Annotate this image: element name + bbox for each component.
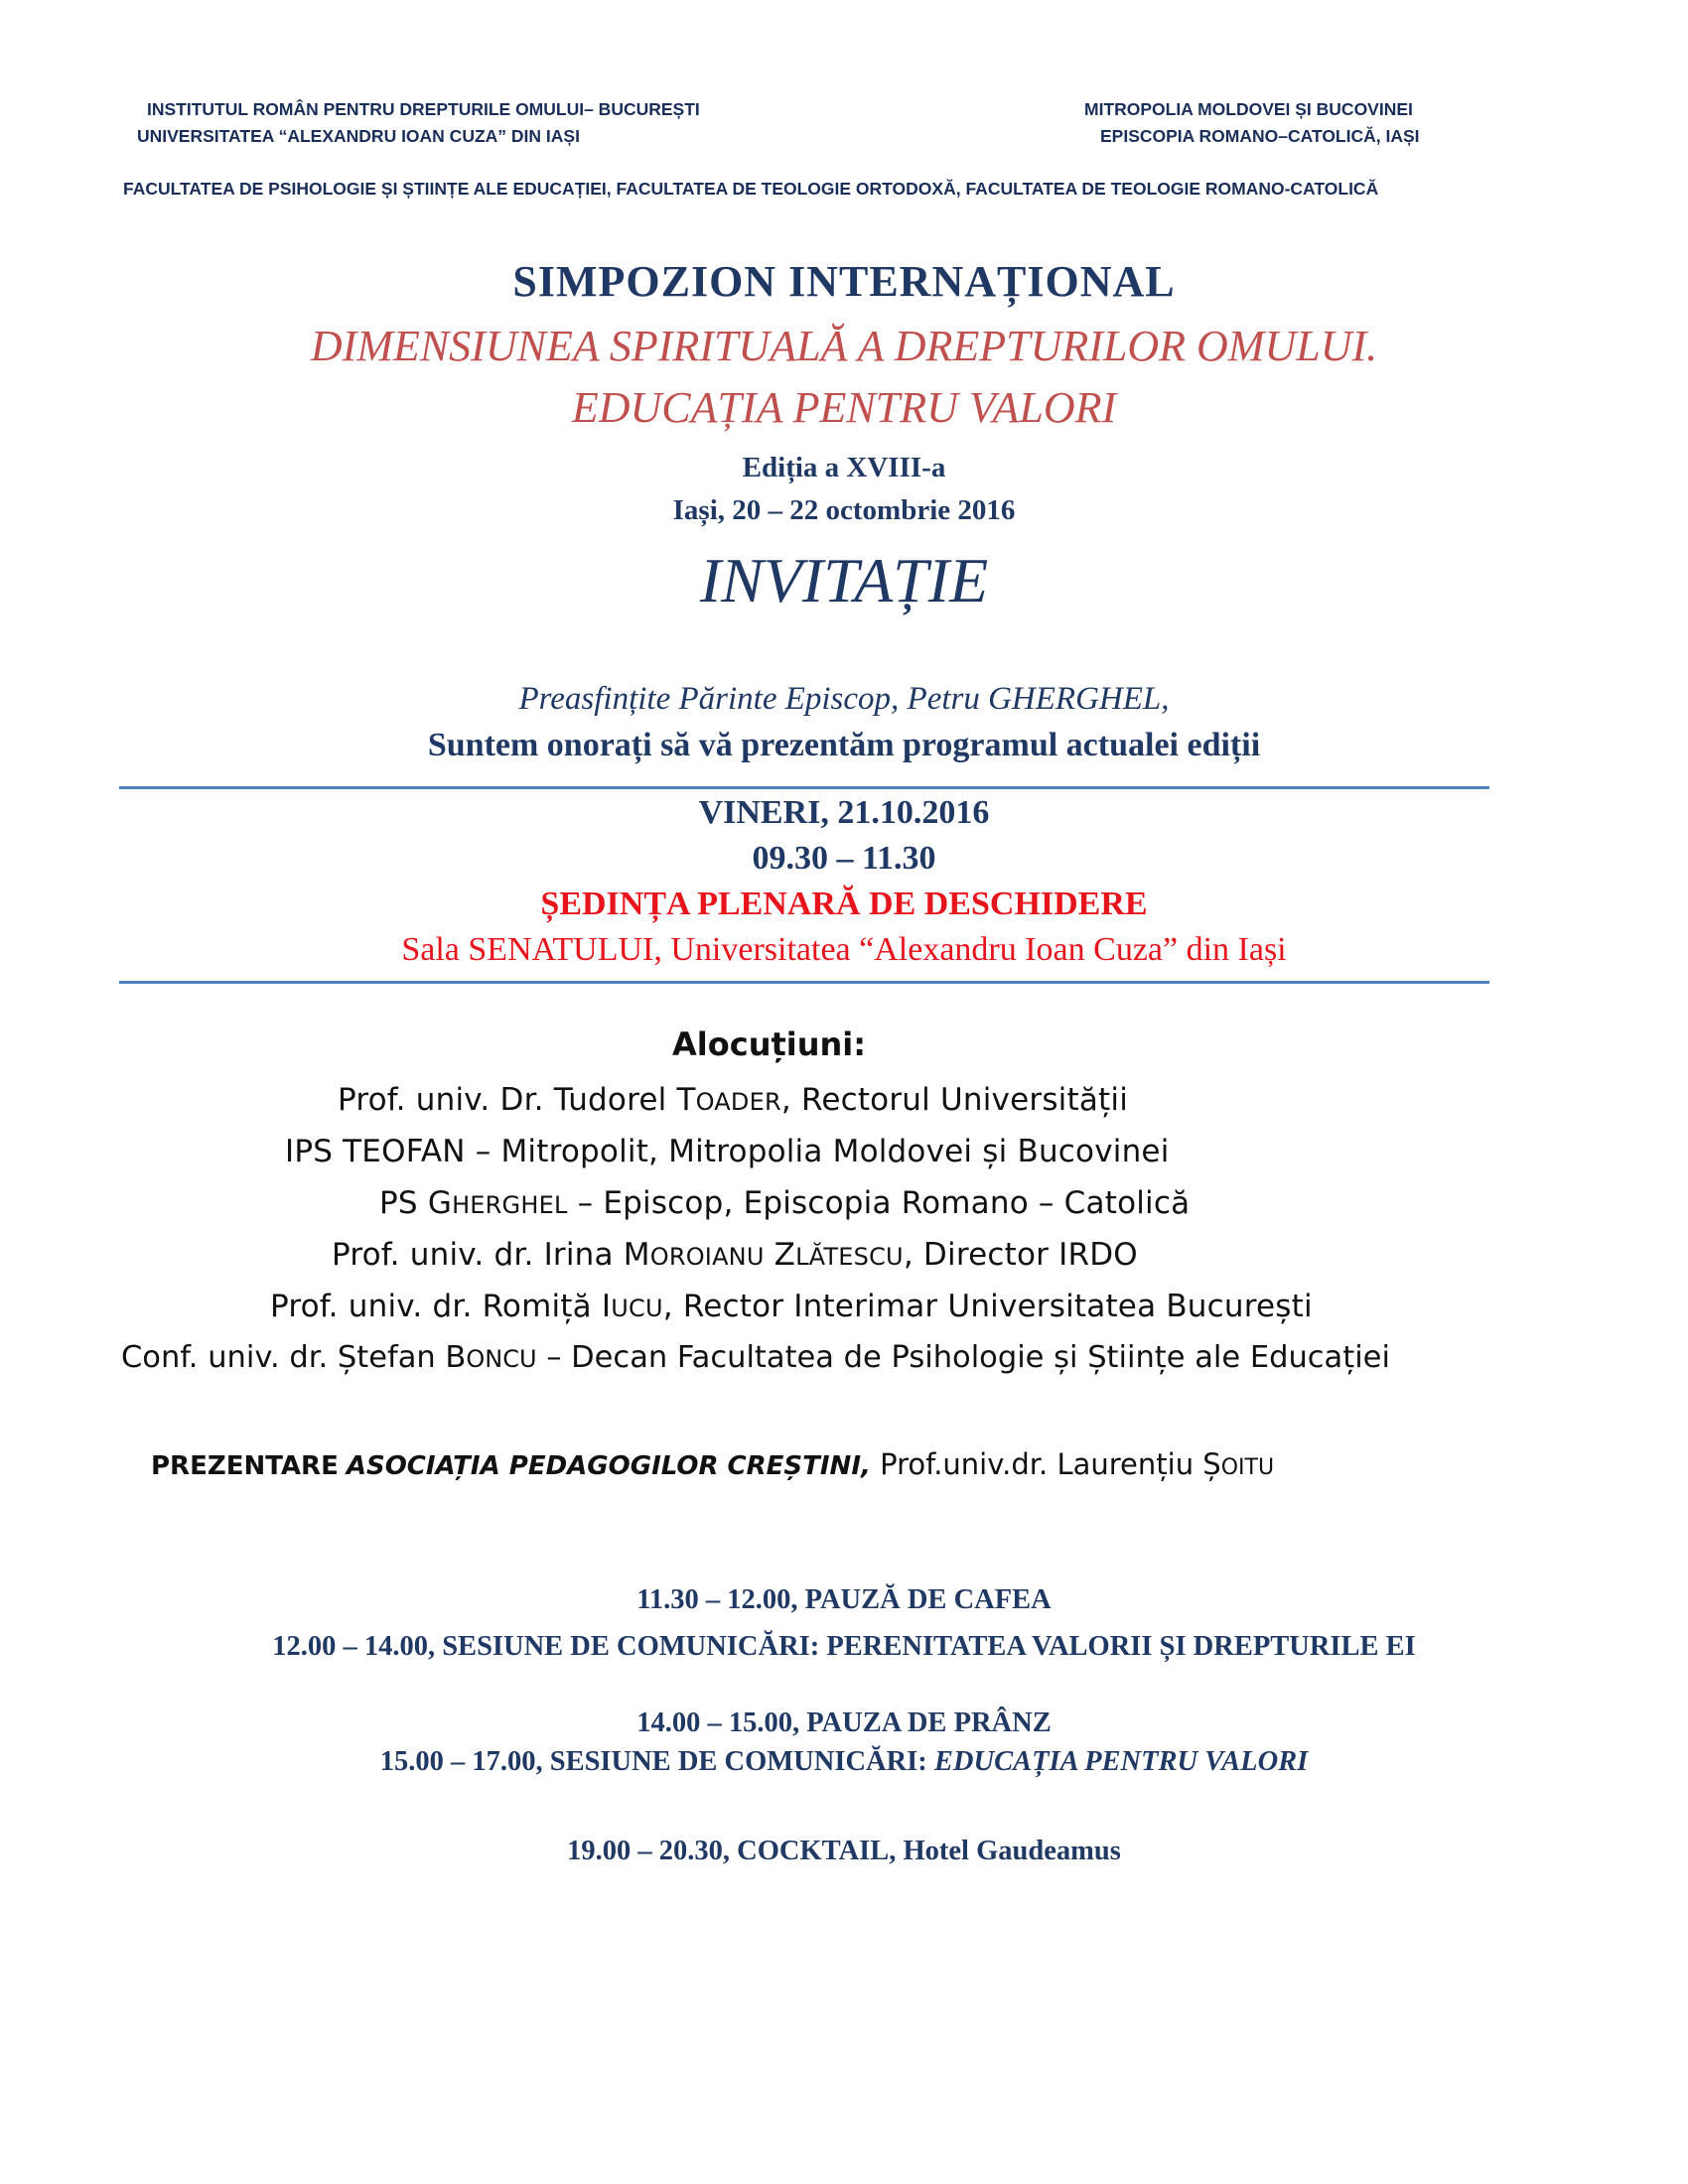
place-date: Iași, 20 – 22 octombrie 2016: [672, 494, 1016, 526]
speaker-bishop: PS GHERGHEL – Episcop, Episcopia Romano – Catolică: [379, 1185, 1191, 1221]
speaker-rector: Prof. univ. Dr. Tudorel TOADER, Rectorul Universității: [338, 1082, 1129, 1118]
program-coffee-break: 11.30 – 12.00, PAUZĂ DE CAFEA: [636, 1584, 1052, 1615]
speaker-bucharest-rector: Prof. univ. dr. Romiță IUCU, Rector Interimar Universitatea București: [270, 1289, 1313, 1324]
symposium-subtitle-line1: DIMENSIUNEA SPIRITUALĂ A DREPTURILOR OMULUI.: [310, 322, 1378, 370]
header-right-line1: MITROPOLIA MOLDOVEI ȘI BUCOVINEI: [1084, 99, 1413, 119]
header-faculties: FACULTATEA DE PSIHOLOGIE ȘI ȘTIINȚE ALE EDUCAȚIEI, FACULTATEA DE TEOLOGIE ORTODOXĂ, FACULTATEA DE TEOLOGIE ROMANO-CATOLICĂ: [123, 179, 1379, 199]
program-session-2: 15.00 – 17.00, SESIUNE DE COMUNICĂRI: EDUCAȚIA PENTRU VALORI: [379, 1746, 1309, 1777]
presentation-line: [151, 1447, 1274, 1481]
symposium-subtitle-line2: EDUCAȚIA PENTRU VALORI: [571, 383, 1117, 432]
session-time: 09.30 – 11.30: [752, 840, 936, 877]
speaker-irdo-director: Prof. univ. dr. Irina MOROIANU ZLĂTESCU, Director IRDO: [332, 1237, 1138, 1273]
program-session-1: 12.00 – 14.00, SESIUNE DE COMUNICĂRI: PERENITATEA VALORII ȘI DREPTURILE EI: [272, 1631, 1416, 1662]
addressee: Preasfințite Părinte Episcop, Petru GHERGHEL,: [518, 681, 1170, 717]
session-name: ȘEDINȚA PLENARĂ DE DESCHIDERE: [540, 886, 1148, 922]
session-venue: Sala SENATULUI, Universitatea “Alexandru Ioan Cuza” din Iași: [401, 931, 1287, 968]
speaker-dean: Conf. univ. dr. Ștefan BONCU – Decan Facultatea de Psihologie și Științe ale Educației: [121, 1340, 1390, 1375]
invitation-message: Suntem onorați să vă prezentăm programul actualei ediții: [427, 727, 1261, 763]
edition: Ediția a XVIII-a: [742, 452, 946, 483]
header-left-line1: INSTITUTUL ROMÂN PENTRU DREPTURILE OMULUI– BUCUREȘTI: [147, 99, 700, 119]
speaker-metropolitan: IPS TEOFAN – Mitropolit, Mitropolia Moldovei și Bucovinei: [285, 1134, 1170, 1169]
divider-bottom: [119, 981, 1489, 984]
speeches-heading: Alocuțiuni:: [672, 1025, 867, 1063]
session-day: VINERI, 21.10.2016: [698, 794, 990, 831]
invitation-heading: INVITAȚIE: [699, 545, 989, 615]
program-lunch-break: 14.00 – 15.00, PAUZA DE PRÂNZ: [636, 1707, 1052, 1738]
symposium-title: SIMPOZION INTERNAȚIONAL: [512, 257, 1176, 306]
header-left-line2: UNIVERSITATEA “ALEXANDRU IOAN CUZA” DIN IAȘI: [137, 126, 580, 146]
divider-top: [119, 786, 1489, 789]
presentation-label: PREZENTARE: [151, 1451, 339, 1481]
presentation-presenter: Prof.univ.dr. Laurențiu ȘOITU: [870, 1447, 1275, 1481]
program-cocktail: 19.00 – 20.30, COCKTAIL, Hotel Gaudeamus: [567, 1836, 1121, 1866]
presentation-association: ASOCIAȚIA PEDAGOGILOR CREȘTINI,: [346, 1451, 871, 1481]
header-right-line2: EPISCOPIA ROMANO–CATOLICĂ, IAȘI: [1100, 126, 1420, 146]
